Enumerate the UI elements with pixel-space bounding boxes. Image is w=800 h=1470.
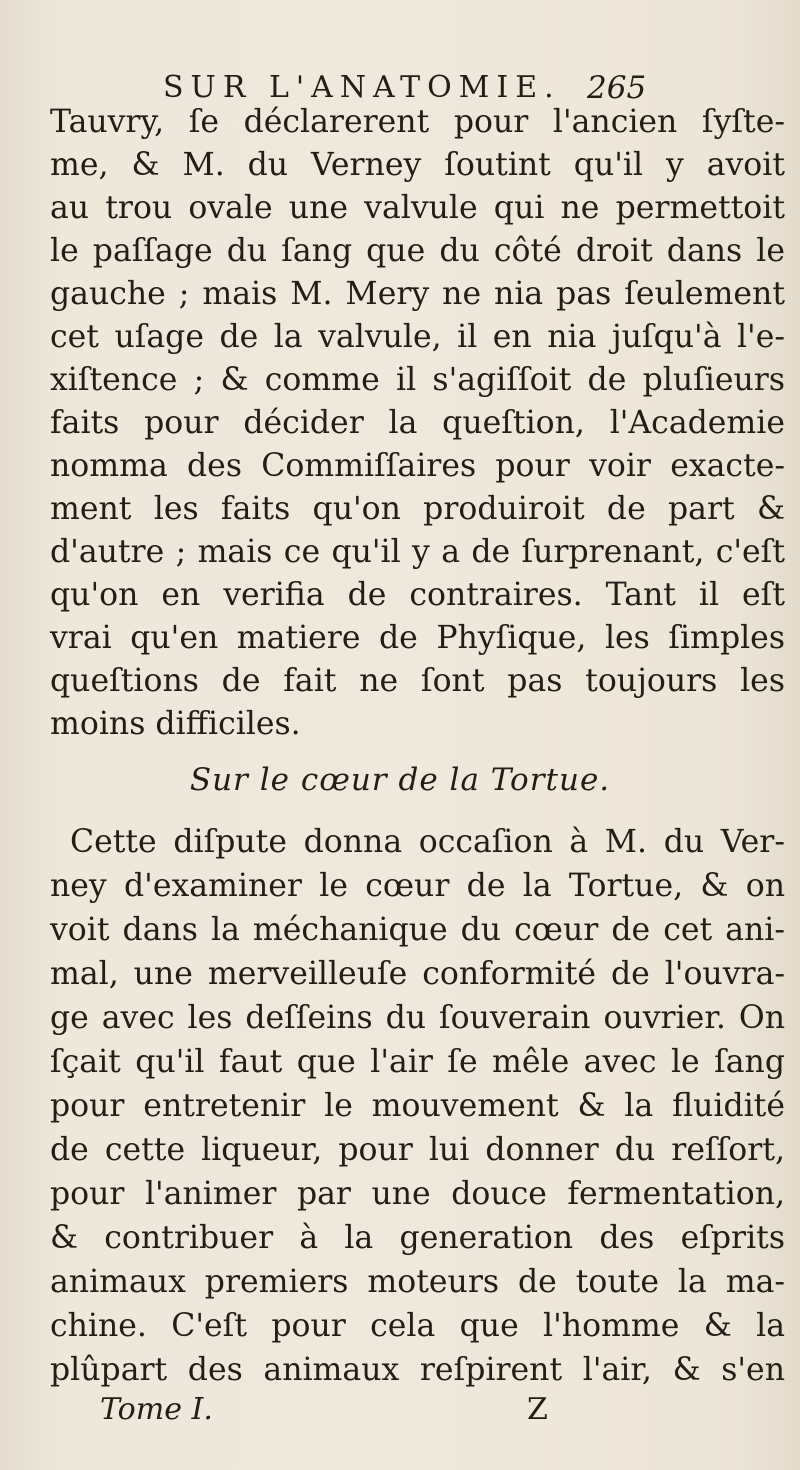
page-footer — [0, 1392, 800, 1432]
text-line: me, & M. du Verney ſoutint qu'il y avoit — [50, 147, 785, 183]
text-line: voit dans la méchanique du cœur de cet ani- — [50, 912, 785, 948]
text-line: vrai qu'en matiere de Phyſique, les ſimples — [50, 620, 785, 656]
text-line: xiſtence ; & comme il s'agiſſoit de pluſieurs — [50, 362, 785, 398]
text-line: cet uſage de la valvule, il en nia juſqu'à l'e- — [50, 319, 785, 355]
text-line: queſtions de fait ne ſont pas toujours les — [50, 663, 785, 699]
text-line: ge avec les deſſeins du ſouverain ouvrier. On — [50, 1000, 785, 1036]
text-line: pour l'animer par une douce fermentation, — [50, 1176, 785, 1212]
page-number: 265 — [587, 70, 647, 106]
text-line: plûpart des animaux reſpirent l'air, & s'en — [50, 1352, 785, 1388]
text-line: mal, une merveilleuſe conformité de l'ouvra- — [50, 956, 785, 992]
text-line: au trou ovale une valvule qui ne permettoit — [50, 190, 785, 226]
text-line: & contribuer à la generation des eſprits — [50, 1220, 785, 1256]
text-line: ney d'examiner le cœur de la Tortue, & on — [50, 868, 785, 904]
text-line: ment les faits qu'on produiroit de part & — [50, 491, 785, 527]
text-line: de cette liqueur, pour lui donner du reſſort, — [50, 1132, 785, 1168]
section-title: Sur le cœur de la Tortue. — [189, 762, 611, 798]
text-line: chine. C'eſt pour cela que l'homme & la — [50, 1308, 785, 1344]
volume-label: Tome I. — [100, 1392, 213, 1427]
text-line: ſçait qu'il faut que l'air ſe mêle avec le ſang — [50, 1044, 785, 1080]
text-line: pour entretenir le mouvement & la fluidité — [50, 1088, 785, 1124]
running-title: SUR L'ANATOMIE. — [163, 70, 561, 105]
text-line: moins difficiles. — [50, 706, 301, 742]
text-line: d'autre ; mais ce qu'il y a de ſurprenant, c'eſt — [50, 534, 785, 570]
text-line: qu'on en verifia de contraires. Tant il eſt — [50, 577, 785, 613]
text-line: faits pour décider la queſtion, l'Academie — [50, 405, 785, 441]
signature-mark: Z — [527, 1392, 548, 1427]
text-line: animaux premiers moteurs de toute la ma- — [50, 1264, 785, 1300]
text-line: Tauvry, ſe déclarerent pour l'ancien ſyſte- — [50, 104, 785, 140]
text-line: Cette diſpute donna occaſion à M. du Ver- — [70, 824, 785, 860]
text-line: nomma des Commiſſaires pour voir exacte- — [50, 448, 785, 484]
text-line: gauche ; mais M. Mery ne nia pas ſeulement — [50, 276, 785, 312]
text-line: le paſſage du ſang que du côté droit dans le — [50, 233, 785, 269]
